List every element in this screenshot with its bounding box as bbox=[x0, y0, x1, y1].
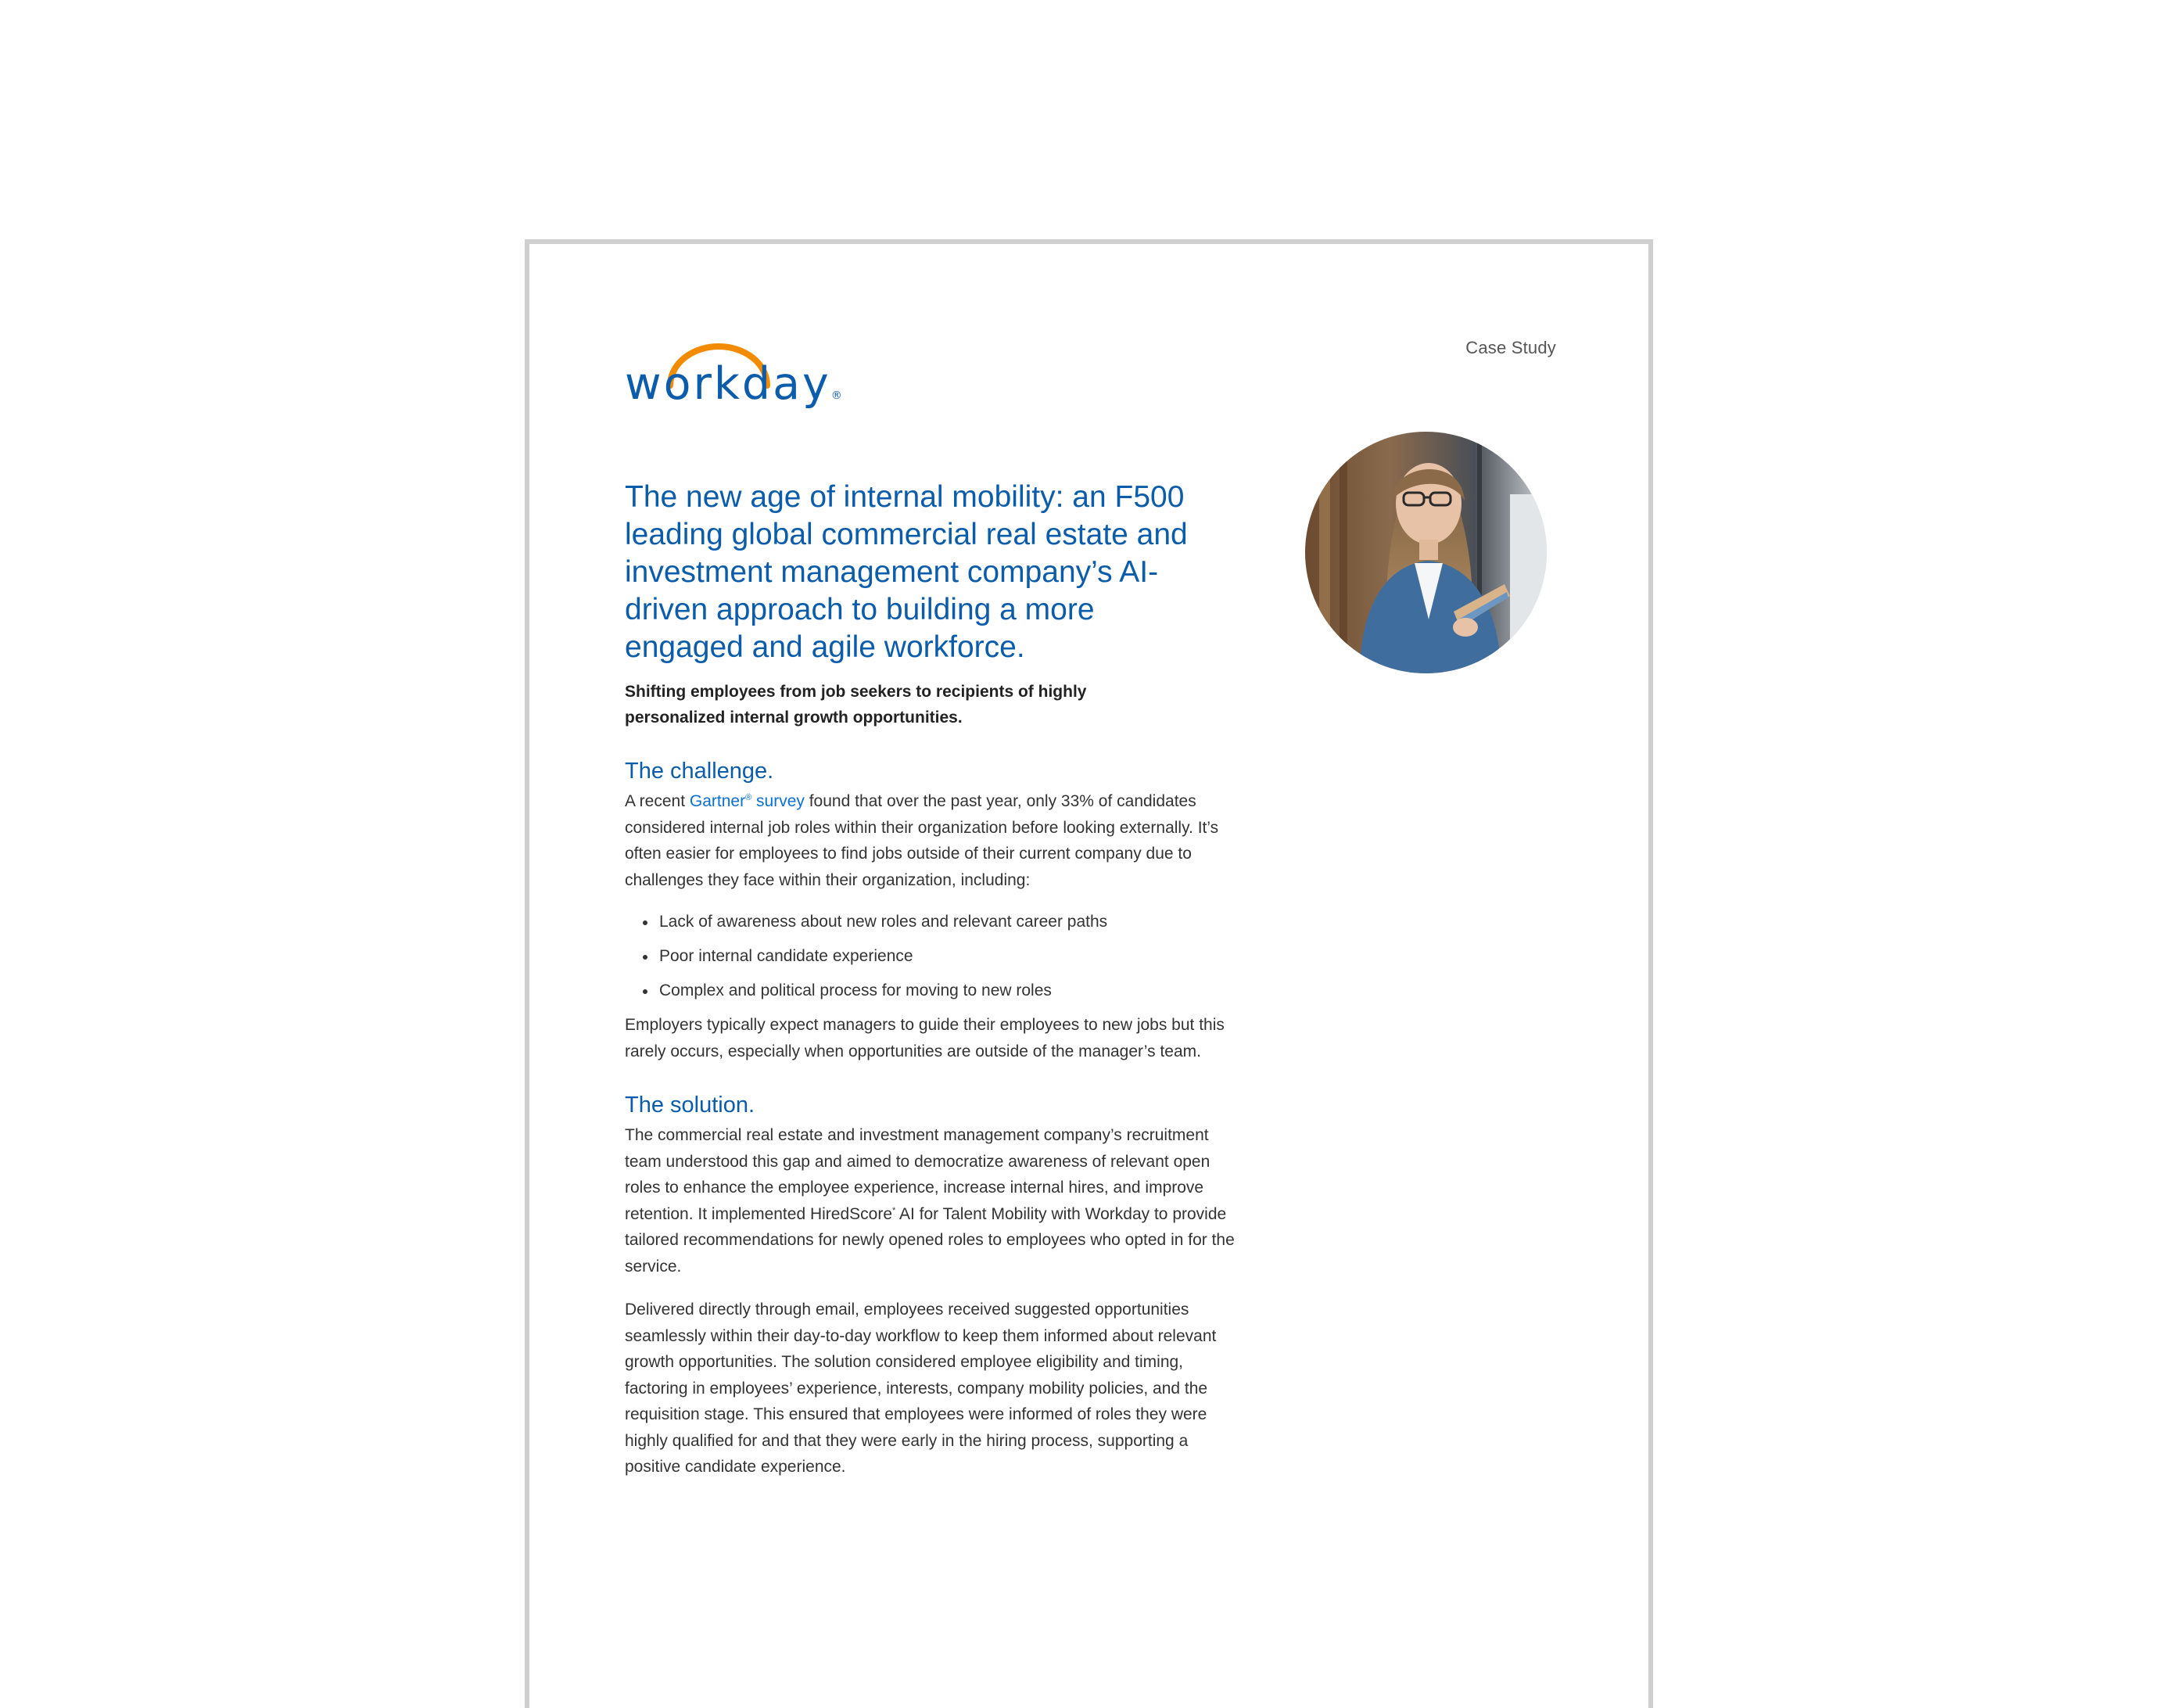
challenge-heading: The challenge. bbox=[625, 759, 774, 784]
list-item: Complex and political process for moving to new roles bbox=[659, 978, 1243, 1003]
hero-photo bbox=[1305, 432, 1547, 673]
list-item: Lack of awareness about new roles and relevant career paths bbox=[659, 909, 1243, 935]
bullet-icon bbox=[643, 920, 647, 925]
challenge-closing: Employers typically expect managers to guide their employees to new jobs but this rarely occurs, especially when opportunities are outside of the manager’s team. bbox=[625, 1016, 1225, 1060]
article-subtitle: Shifting employees from job seekers to recipients of highly personalized internal growth opportunities. bbox=[625, 683, 1087, 727]
solution-heading: The solution. bbox=[625, 1093, 755, 1118]
article-title: The new age of internal mobility: an F500 leading global commercial real estate and investment management company’s AI-driven approach to building a more engaged and agile workforce. bbox=[625, 480, 1188, 664]
list-item: Poor internal candidate experience bbox=[659, 943, 1243, 969]
portrait-photo-icon bbox=[1305, 432, 1547, 673]
document-page bbox=[525, 239, 1653, 1708]
solution-paragraph-2: Delivered directly through email, employees received suggested opportunities seamlessly within their day-to-day workflow to keep them informed about relevant growth opportunities. The solution considered employee eligibility and timing, factoring in employees’ experience, interests, company mobility policies, and the requisition stage. This ensured that employees were informed of roles they were highly qualified for and that they were early in the hiring process, supporting a positive candidate experience. bbox=[625, 1301, 1217, 1476]
workday-logo bbox=[625, 339, 842, 417]
bullet-icon bbox=[643, 989, 647, 994]
article-body bbox=[625, 479, 1243, 1480]
challenge-intro: A recent Gartner® survey found that over the past year, only 33% of candidates considered internal job roles within their organization before looking externally. It’s often easier for employees to find jobs outside of their current company due to challenges they face within their organization, including: bbox=[625, 792, 1219, 889]
challenge-list bbox=[625, 909, 1243, 1003]
gartner-survey-link[interactable]: Gartner® survey bbox=[689, 792, 805, 810]
solution-paragraph-1: The commercial real estate and investment management company’s recruitment team understood this gap and aimed to democratize awareness of relevant open roles to enhance the employee experience, increase internal hires, and improve retention. It implemented HiredScore* AI for Talent Mobility with Workday to provide tailored recommendations for newly opened roles to employees who opted in for the service. bbox=[625, 1126, 1235, 1276]
logo-registered-mark: ® bbox=[830, 389, 842, 402]
document-type-label: Case Study bbox=[1465, 338, 1556, 357]
bullet-icon bbox=[643, 955, 647, 960]
logo-wordmark: workday bbox=[625, 358, 831, 410]
